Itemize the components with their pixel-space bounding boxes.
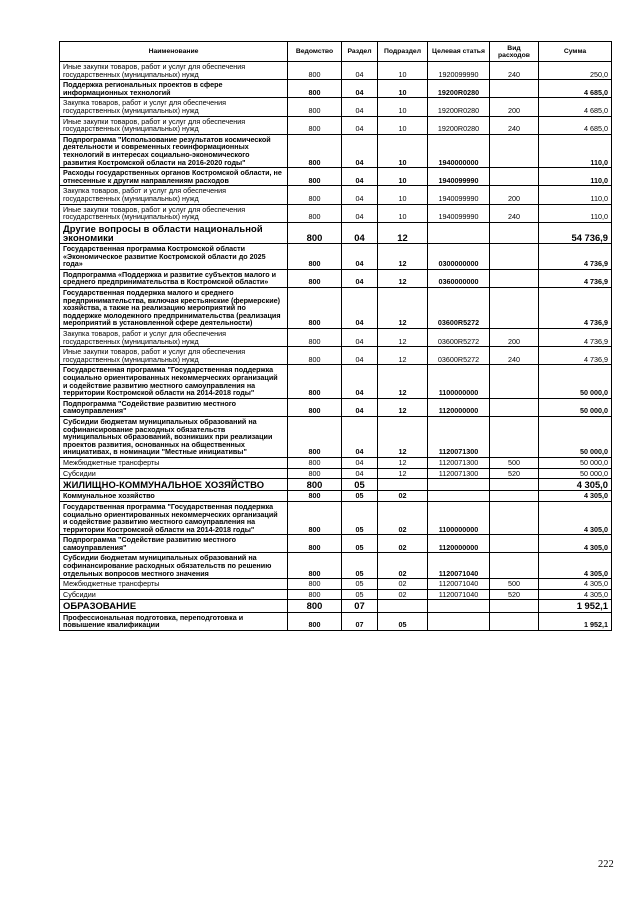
row-target-article: 1940099990 <box>428 168 490 186</box>
row-target-article: 1120071040 <box>428 589 490 600</box>
row-sum: 4 305,0 <box>539 579 612 590</box>
header-podrazdel: Подраздел <box>378 42 428 62</box>
row-podrazdel: 10 <box>378 80 428 98</box>
table-row <box>60 134 612 167</box>
row-expense-type: 240 <box>490 204 539 222</box>
row-razdel: 04 <box>342 288 378 329</box>
row-vedomstvo: 800 <box>288 288 342 329</box>
row-razdel: 05 <box>342 491 378 502</box>
row-target-article: 19200R0280 <box>428 116 490 134</box>
row-sum: 4 305,0 <box>539 553 612 579</box>
row-podrazdel: 02 <box>378 553 428 579</box>
row-vedomstvo: 800 <box>288 269 342 287</box>
row-razdel: 04 <box>342 116 378 134</box>
row-podrazdel: 02 <box>378 501 428 534</box>
table-row <box>60 80 612 98</box>
row-razdel: 05 <box>342 501 378 534</box>
row-target-article: 1120000000 <box>428 535 490 553</box>
row-expense-type <box>490 479 539 491</box>
row-sum: 50 000,0 <box>539 468 612 479</box>
row-sum: 110,0 <box>539 204 612 222</box>
row-expense-type <box>490 80 539 98</box>
row-name: Закупка товаров, работ и услуг для обеспечения государственных (муниципальных) нужд <box>60 186 288 204</box>
row-razdel: 05 <box>342 479 378 491</box>
row-expense-type <box>490 244 539 270</box>
row-expense-type: 500 <box>490 579 539 590</box>
row-target-article: 1120071300 <box>428 468 490 479</box>
row-podrazdel: 10 <box>378 116 428 134</box>
row-target-article: 1940099990 <box>428 186 490 204</box>
row-podrazdel: 12 <box>378 244 428 270</box>
row-name: Государственная поддержка малого и среднего предпринимательства, включая крестьянские (фермерские) хозяйства, а также на реализацию мероприятий по поддержке молодежного предпринимательства (реализация мероприятий в установленной сфере деятельности) <box>60 288 288 329</box>
row-name: Поддержка региональных проектов в сфере информационных технологий <box>60 80 288 98</box>
table-row <box>60 416 612 457</box>
row-podrazdel: 12 <box>378 398 428 416</box>
header-expense-type: Вид расходов <box>490 42 539 62</box>
row-target-article: 1940099990 <box>428 204 490 222</box>
row-sum: 4 736,9 <box>539 329 612 347</box>
table-row <box>60 244 612 270</box>
row-name: Подпрограмма «Поддержка и развитие субъектов малого и среднего предпринимательства в Костромской области» <box>60 269 288 287</box>
row-name: Иные закупки товаров, работ и услуг для обеспечения государственных (муниципальных) нужд <box>60 62 288 80</box>
row-podrazdel: 12 <box>378 288 428 329</box>
row-vedomstvo: 800 <box>288 134 342 167</box>
row-vedomstvo: 800 <box>288 62 342 80</box>
row-razdel: 05 <box>342 589 378 600</box>
table-row <box>60 612 612 630</box>
row-vedomstvo: 800 <box>288 347 342 365</box>
row-name: Закупка товаров, работ и услуг для обеспечения государственных (муниципальных) нужд <box>60 98 288 116</box>
row-razdel: 04 <box>342 222 378 243</box>
row-name: Иные закупки товаров, работ и услуг для обеспечения государственных (муниципальных) нужд <box>60 347 288 365</box>
table-row <box>60 288 612 329</box>
row-podrazdel: 12 <box>378 329 428 347</box>
row-sum: 50 000,0 <box>539 457 612 468</box>
row-podrazdel: 12 <box>378 468 428 479</box>
row-sum: 4 736,9 <box>539 244 612 270</box>
row-razdel: 04 <box>342 398 378 416</box>
row-expense-type <box>490 222 539 243</box>
table-row <box>60 62 612 80</box>
row-target-article <box>428 600 490 612</box>
row-sum: 4 305,0 <box>539 501 612 534</box>
row-target-article: 1120071040 <box>428 553 490 579</box>
row-vedomstvo: 800 <box>288 468 342 479</box>
row-expense-type <box>490 600 539 612</box>
table-row <box>60 600 612 612</box>
row-razdel: 04 <box>342 468 378 479</box>
row-expense-type <box>490 288 539 329</box>
row-sum: 4 305,0 <box>539 479 612 491</box>
row-sum: 50 000,0 <box>539 416 612 457</box>
row-podrazdel: 12 <box>378 269 428 287</box>
row-razdel: 05 <box>342 579 378 590</box>
row-podrazdel: 02 <box>378 589 428 600</box>
row-vedomstvo: 800 <box>288 600 342 612</box>
row-vedomstvo: 800 <box>288 204 342 222</box>
row-vedomstvo: 800 <box>288 479 342 491</box>
table-row <box>60 98 612 116</box>
row-podrazdel: 10 <box>378 62 428 80</box>
row-expense-type <box>490 398 539 416</box>
row-expense-type <box>490 365 539 398</box>
table-row <box>60 398 612 416</box>
row-target-article: 1120071300 <box>428 457 490 468</box>
row-sum: 4 736,9 <box>539 347 612 365</box>
table-row <box>60 579 612 590</box>
row-name: Государственная программа "Государственная поддержка социально ориентированных некоммерческих организаций и содействие развитию местного самоуправления на территории Костромской области на 2014-2018 годы" <box>60 365 288 398</box>
table-row <box>60 457 612 468</box>
row-podrazdel <box>378 479 428 491</box>
table-row <box>60 186 612 204</box>
row-target-article <box>428 612 490 630</box>
header-vedomstvo: Ведомство <box>288 42 342 62</box>
row-expense-type <box>490 491 539 502</box>
row-name: Подпрограмма "Использование результатов космической деятельности и современных геоинформационных технологий в интересах социально-экономического развития Костромской области на 2016-2020 годы" <box>60 134 288 167</box>
row-razdel: 04 <box>342 204 378 222</box>
row-vedomstvo: 800 <box>288 553 342 579</box>
row-sum: 250,0 <box>539 62 612 80</box>
row-name: Субсидии <box>60 589 288 600</box>
table-row <box>60 116 612 134</box>
row-sum: 54 736,9 <box>539 222 612 243</box>
row-name: Подпрограмма "Содействие развитию местного самоуправления" <box>60 398 288 416</box>
row-expense-type: 240 <box>490 347 539 365</box>
row-podrazdel: 10 <box>378 168 428 186</box>
row-expense-type: 240 <box>490 62 539 80</box>
row-vedomstvo: 800 <box>288 222 342 243</box>
row-podrazdel: 12 <box>378 416 428 457</box>
row-vedomstvo: 800 <box>288 457 342 468</box>
row-expense-type <box>490 416 539 457</box>
row-vedomstvo: 800 <box>288 501 342 534</box>
row-sum: 4 736,9 <box>539 288 612 329</box>
row-target-article <box>428 479 490 491</box>
row-vedomstvo: 800 <box>288 491 342 502</box>
row-target-article: 03600R5272 <box>428 288 490 329</box>
table-row <box>60 491 612 502</box>
row-target-article: 1920099990 <box>428 62 490 80</box>
table-row <box>60 204 612 222</box>
table-row <box>60 269 612 287</box>
row-target-article: 03600R5272 <box>428 329 490 347</box>
row-target-article <box>428 491 490 502</box>
table-row <box>60 589 612 600</box>
row-name: ОБРАЗОВАНИЕ <box>60 600 288 612</box>
row-vedomstvo: 800 <box>288 535 342 553</box>
row-target-article: 1940000000 <box>428 134 490 167</box>
row-expense-type <box>490 168 539 186</box>
table-row <box>60 468 612 479</box>
row-target-article: 0300000000 <box>428 244 490 270</box>
row-name: Межбюджетные трансферты <box>60 579 288 590</box>
row-sum: 110,0 <box>539 134 612 167</box>
row-podrazdel: 02 <box>378 579 428 590</box>
row-expense-type <box>490 553 539 579</box>
row-razdel: 05 <box>342 535 378 553</box>
row-podrazdel: 12 <box>378 365 428 398</box>
header-name: Наименование <box>60 42 288 62</box>
row-razdel: 05 <box>342 553 378 579</box>
row-podrazdel: 10 <box>378 186 428 204</box>
row-vedomstvo: 800 <box>288 186 342 204</box>
row-podrazdel: 12 <box>378 457 428 468</box>
page-number: 222 <box>598 859 614 870</box>
row-vedomstvo: 800 <box>288 168 342 186</box>
row-target-article <box>428 222 490 243</box>
row-expense-type: 200 <box>490 186 539 204</box>
header-sum: Сумма <box>539 42 612 62</box>
row-target-article: 1120071040 <box>428 579 490 590</box>
header-razdel: Раздел <box>342 42 378 62</box>
table-row <box>60 553 612 579</box>
row-sum: 50 000,0 <box>539 365 612 398</box>
row-razdel: 04 <box>342 168 378 186</box>
row-expense-type <box>490 501 539 534</box>
row-expense-type <box>490 612 539 630</box>
row-name: Межбюджетные трансферты <box>60 457 288 468</box>
row-name: Закупка товаров, работ и услуг для обеспечения государственных (муниципальных) нужд <box>60 329 288 347</box>
table-row <box>60 479 612 491</box>
row-vedomstvo: 800 <box>288 398 342 416</box>
row-vedomstvo: 800 <box>288 365 342 398</box>
row-vedomstvo: 800 <box>288 244 342 270</box>
row-name: Подпрограмма "Содействие развитию местного самоуправления" <box>60 535 288 553</box>
row-expense-type: 200 <box>490 329 539 347</box>
row-razdel: 04 <box>342 457 378 468</box>
row-podrazdel: 12 <box>378 347 428 365</box>
row-name: ЖИЛИЩНО-КОММУНАЛЬНОЕ ХОЗЯЙСТВО <box>60 479 288 491</box>
table-body <box>60 62 612 631</box>
row-target-article: 03600R5272 <box>428 347 490 365</box>
row-sum: 1 952,1 <box>539 612 612 630</box>
row-razdel: 07 <box>342 612 378 630</box>
row-expense-type: 240 <box>490 116 539 134</box>
row-sum: 4 685,0 <box>539 98 612 116</box>
row-name: Государственная программа "Государственная поддержка социально ориентированных некоммерческих организаций и содействие развитию местного самоуправления на территории Костромской области на 2014-2018 годы" <box>60 501 288 534</box>
row-name: Субсидии бюджетам муниципальных образований на софинансирование расходных обязательств муниципальных образований, возникших при реализации проектов развития, основанных на общественных инициативах, в номинации "Местные инициативы" <box>60 416 288 457</box>
row-podrazdel: 10 <box>378 98 428 116</box>
row-sum: 4 685,0 <box>539 116 612 134</box>
row-podrazdel: 12 <box>378 222 428 243</box>
row-target-article: 1120000000 <box>428 398 490 416</box>
budget-table <box>59 41 612 631</box>
row-razdel: 04 <box>342 62 378 80</box>
header-target-article: Целевая статья <box>428 42 490 62</box>
row-razdel: 04 <box>342 269 378 287</box>
table-row <box>60 222 612 243</box>
row-target-article: 19200R0280 <box>428 80 490 98</box>
row-razdel: 04 <box>342 98 378 116</box>
row-name: Субсидии бюджетам муниципальных образований на софинансирование расходных обязательств по решению отдельных вопросов местного значения <box>60 553 288 579</box>
row-name: Расходы государственных органов Костромской области, не отнесенные к другим направлениям расходов <box>60 168 288 186</box>
table-row <box>60 501 612 534</box>
row-expense-type <box>490 535 539 553</box>
row-vedomstvo: 800 <box>288 98 342 116</box>
row-expense-type <box>490 134 539 167</box>
row-expense-type: 500 <box>490 457 539 468</box>
table-header-row <box>60 42 612 62</box>
row-podrazdel <box>378 600 428 612</box>
row-target-article: 1120071300 <box>428 416 490 457</box>
row-sum: 4 305,0 <box>539 589 612 600</box>
row-expense-type: 520 <box>490 468 539 479</box>
row-name: Субсидии <box>60 468 288 479</box>
row-target-article: 0360000000 <box>428 269 490 287</box>
row-target-article: 1100000000 <box>428 501 490 534</box>
row-name: Государственная программа Костромской области «Экономическое развитие Костромской области до 2025 года» <box>60 244 288 270</box>
row-target-article: 19200R0280 <box>428 98 490 116</box>
row-podrazdel: 05 <box>378 612 428 630</box>
row-sum: 4 736,9 <box>539 269 612 287</box>
row-expense-type <box>490 269 539 287</box>
row-vedomstvo: 800 <box>288 579 342 590</box>
row-razdel: 04 <box>342 244 378 270</box>
row-vedomstvo: 800 <box>288 116 342 134</box>
row-razdel: 04 <box>342 416 378 457</box>
row-podrazdel: 02 <box>378 491 428 502</box>
row-sum: 1 952,1 <box>539 600 612 612</box>
table-row <box>60 347 612 365</box>
row-name: Иные закупки товаров, работ и услуг для обеспечения государственных (муниципальных) нужд <box>60 116 288 134</box>
row-name: Коммунальное хозяйство <box>60 491 288 502</box>
table-row <box>60 365 612 398</box>
row-razdel: 04 <box>342 80 378 98</box>
row-razdel: 04 <box>342 329 378 347</box>
row-sum: 4 305,0 <box>539 535 612 553</box>
row-razdel: 04 <box>342 365 378 398</box>
row-expense-type: 520 <box>490 589 539 600</box>
row-target-article: 1100000000 <box>428 365 490 398</box>
row-vedomstvo: 800 <box>288 80 342 98</box>
row-sum: 110,0 <box>539 186 612 204</box>
row-sum: 110,0 <box>539 168 612 186</box>
row-razdel: 07 <box>342 600 378 612</box>
row-name: Иные закупки товаров, работ и услуг для обеспечения государственных (муниципальных) нужд <box>60 204 288 222</box>
table-row <box>60 168 612 186</box>
row-vedomstvo: 800 <box>288 329 342 347</box>
table-row <box>60 535 612 553</box>
row-razdel: 04 <box>342 347 378 365</box>
row-podrazdel: 10 <box>378 204 428 222</box>
row-vedomstvo: 800 <box>288 612 342 630</box>
row-podrazdel: 10 <box>378 134 428 167</box>
row-vedomstvo: 800 <box>288 416 342 457</box>
table-row <box>60 329 612 347</box>
row-razdel: 04 <box>342 186 378 204</box>
row-sum: 4 685,0 <box>539 80 612 98</box>
row-razdel: 04 <box>342 134 378 167</box>
row-expense-type: 200 <box>490 98 539 116</box>
row-sum: 4 305,0 <box>539 491 612 502</box>
row-name: Другие вопросы в области национальной экономики <box>60 222 288 243</box>
row-sum: 50 000,0 <box>539 398 612 416</box>
row-name: Профессиональная подготовка, переподготовка и повышение квалификации <box>60 612 288 630</box>
row-podrazdel: 02 <box>378 535 428 553</box>
row-vedomstvo: 800 <box>288 589 342 600</box>
